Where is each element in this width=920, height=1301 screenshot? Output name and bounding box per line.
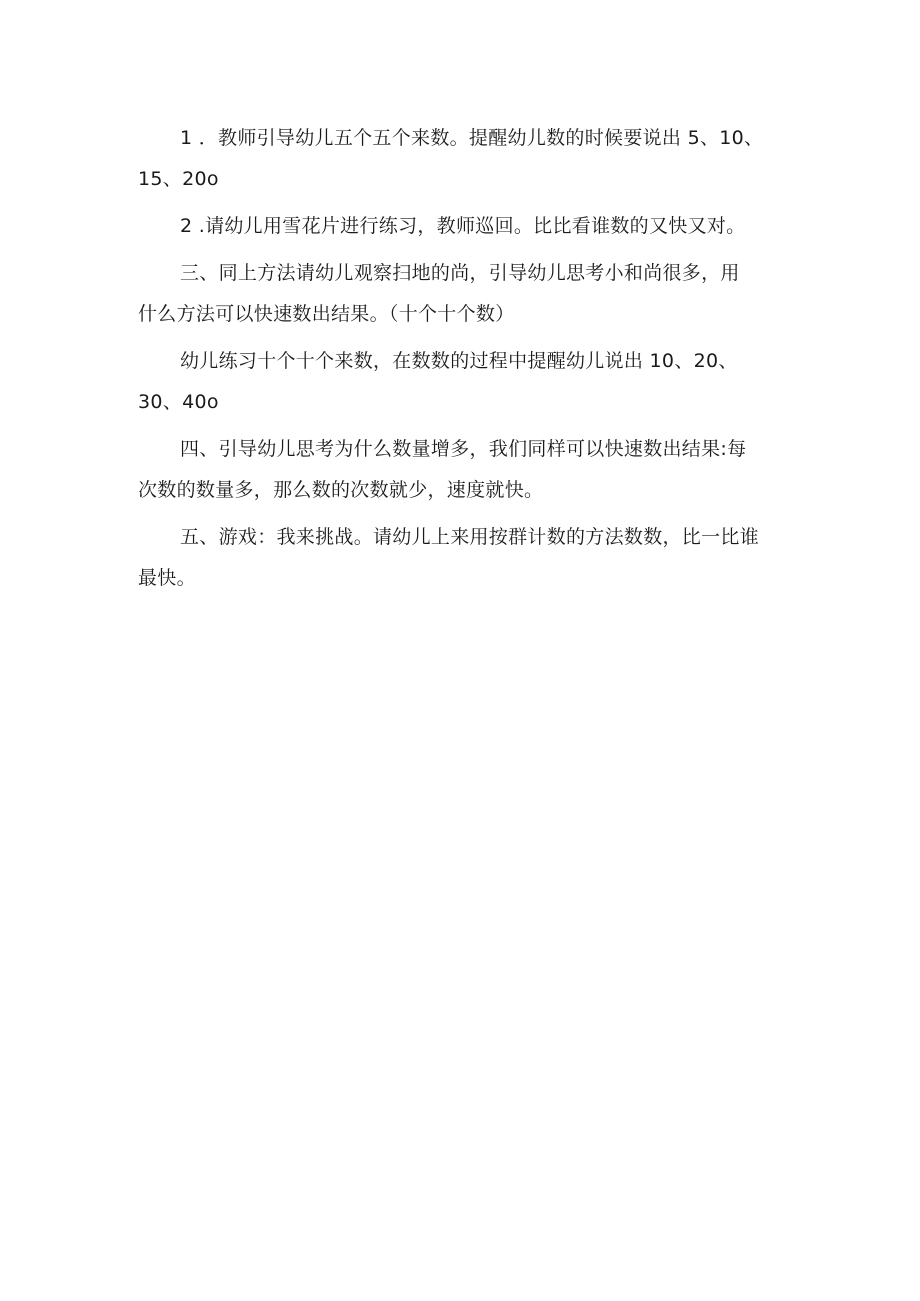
paragraph-line: 最快。	[138, 567, 196, 589]
paragraph-line: 三、同上方法请幼儿观察扫地的尚，引导幼儿思考小和尚很多，用	[180, 262, 740, 284]
paragraph-section-5	[138, 517, 788, 599]
paragraph-step-1	[138, 118, 788, 200]
paragraph-line: 2 .请幼儿用雪花片进行练习，教师巡回。比比看谁数的又快又对。	[180, 215, 746, 237]
paragraph-line: 五、游戏：我来挑战。请幼儿上来用按群计数的方法数数，比一比谁	[180, 526, 760, 548]
paragraph-line: 次数的数量多，那么数的次数就少，速度就快。	[138, 479, 544, 501]
paragraph-section-4	[138, 429, 788, 511]
paragraph-line: 幼儿练习十个十个来数，在数数的过程中提醒幼儿说出 10、20、	[180, 350, 738, 372]
paragraph-line: 什么方法可以快速数出结果。（十个十个数）	[138, 303, 515, 325]
paragraph-line: 1 ．教师引导幼儿五个五个来数。提醒幼儿数的时候要说出 5、10、	[180, 127, 764, 149]
paragraph-line: 四、引导幼儿思考为什么数量增多，我们同样可以快速数出结果:每	[180, 438, 747, 460]
paragraph-section-3	[138, 253, 788, 335]
paragraph-line: 15、20o	[138, 168, 219, 190]
paragraph-practice	[138, 341, 788, 423]
paragraph-line: 30、40o	[138, 391, 219, 413]
paragraph-step-2	[138, 206, 788, 247]
document-body	[138, 118, 788, 605]
